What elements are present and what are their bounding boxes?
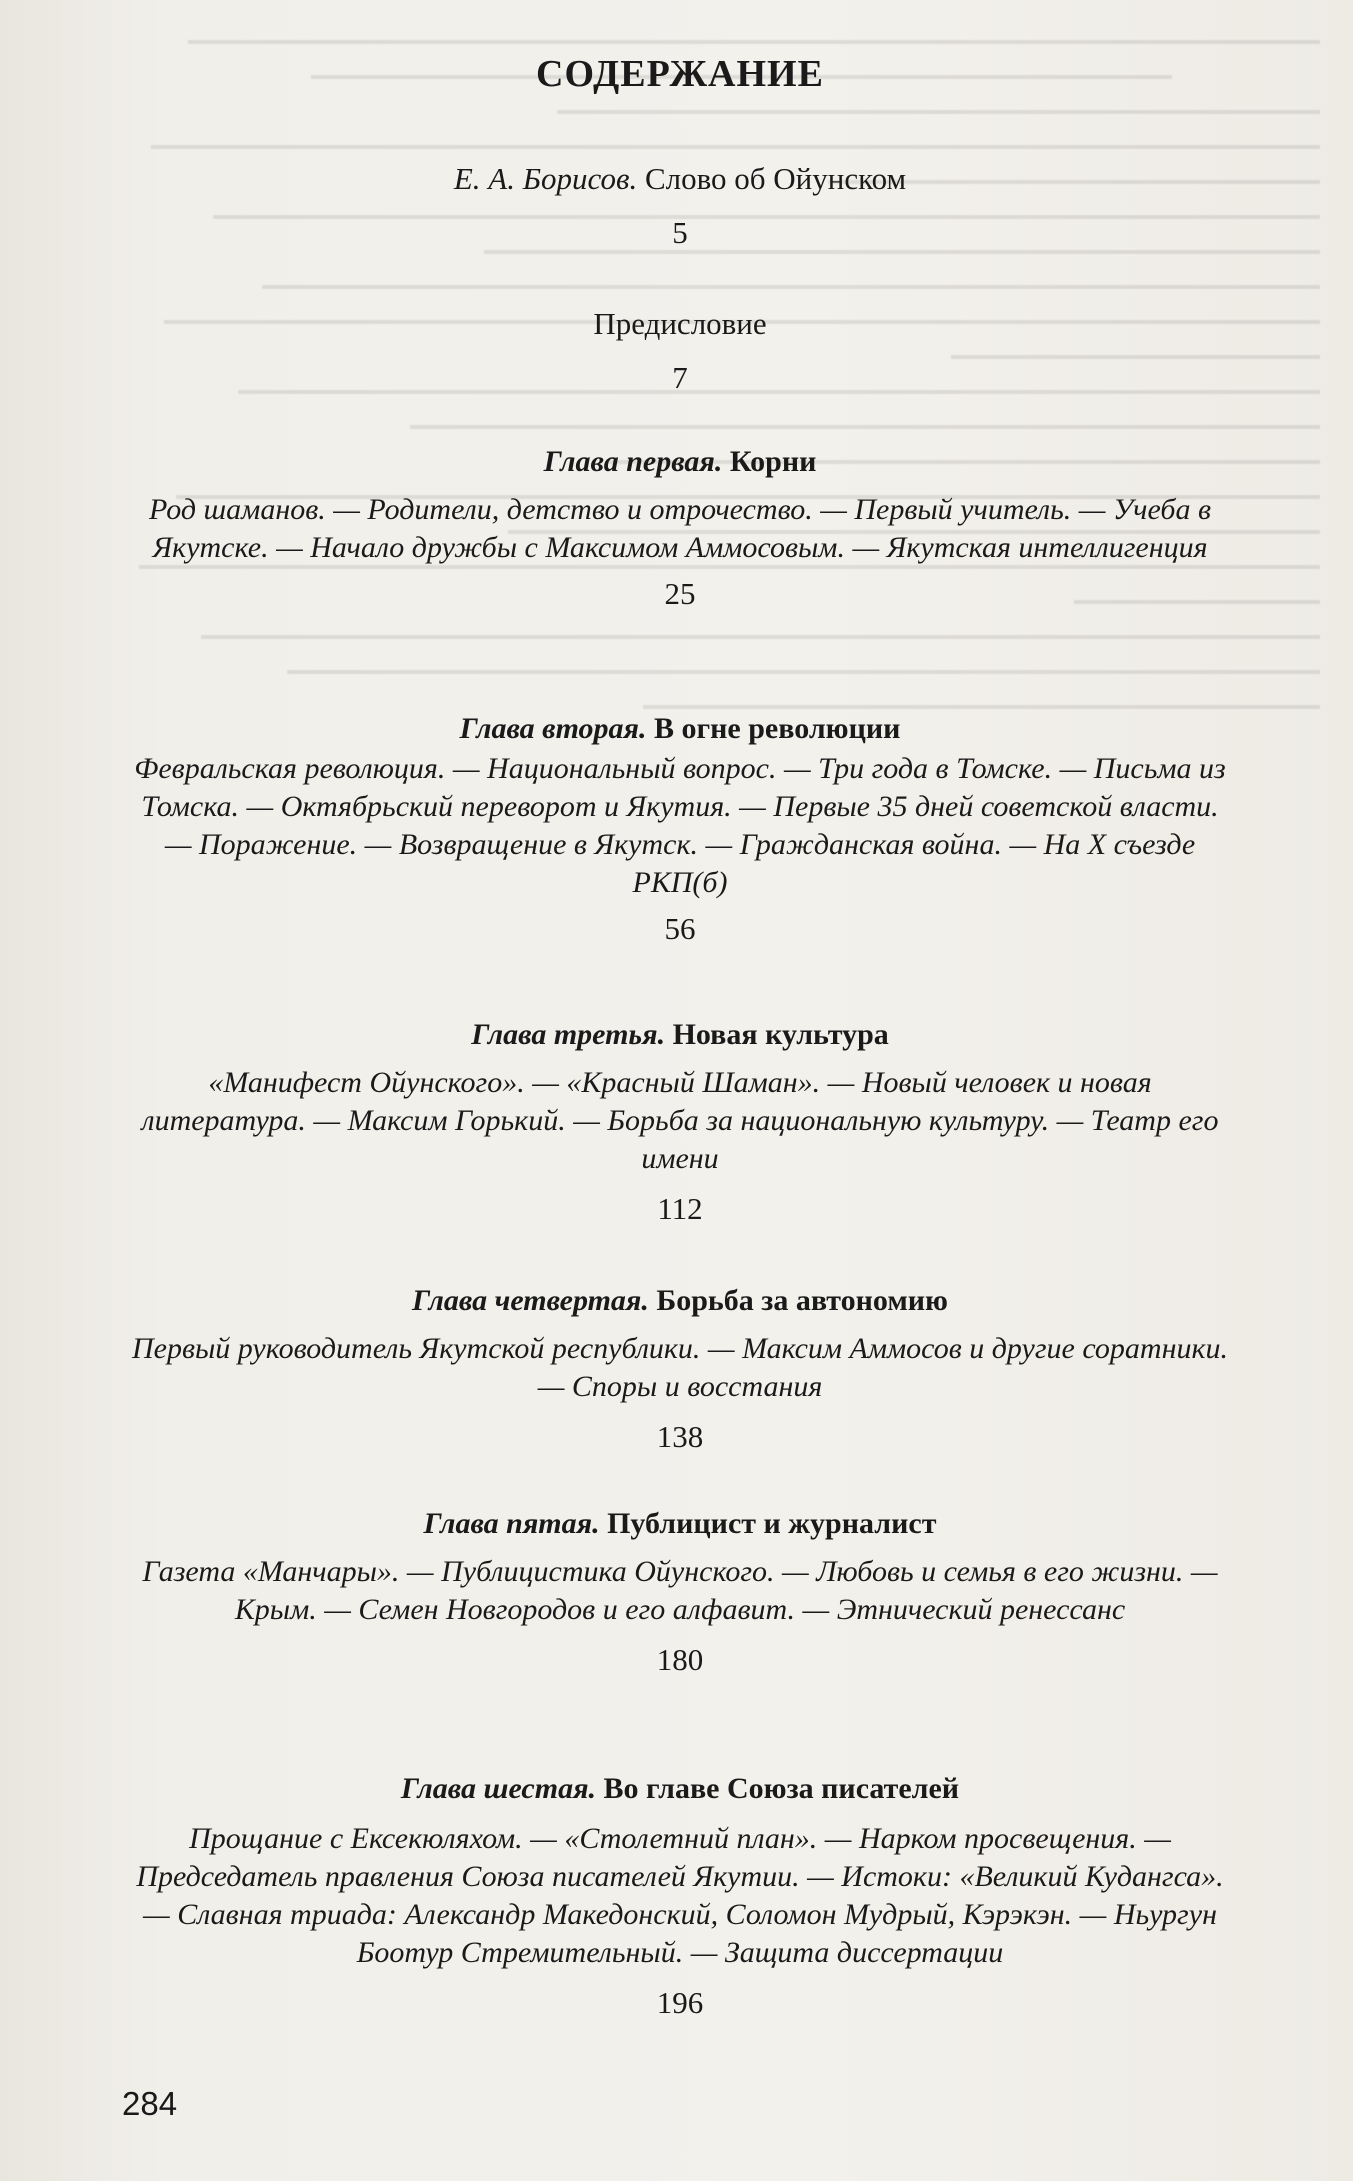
toc-chapter-2[interactable] — [120, 710, 1240, 948]
chapter-title: Публицист и журналист — [607, 1507, 937, 1540]
toc-entry-author: Е. А. Борисов. — [453, 161, 638, 196]
toc-page-number: 25 — [664, 576, 696, 611]
toc-chapter-5[interactable] — [120, 1505, 1240, 1679]
toc-page-number: 112 — [657, 1191, 703, 1226]
contents-title: СОДЕРЖАНИЕ — [536, 53, 824, 95]
toc-entry-title: Предисловие — [593, 306, 767, 341]
chapter-heading — [120, 710, 1240, 748]
chapter-description: Газета «Манчары». — Публицистика Ойунского. — Любовь и семья в его жизни. — Крым. — Семен Новгородов и его алфавит. — Этнический ренессанс — [142, 1555, 1218, 1626]
toc-page-number: 56 — [664, 911, 696, 946]
chapter-description: Первый руководитель Якутской республики. — Максим Аммосов и другие соратники. — Споры и восстания — [131, 1332, 1228, 1403]
chapter-description: «Манифест Ойунского». — «Красный Шаман». — Новый человек и новая литература. — Максим Горький. — Борьба за национальную культуру. — Театр его имени — [141, 1066, 1219, 1175]
page-folio-number: 284 — [122, 2085, 178, 2122]
toc-page-number: 196 — [656, 1985, 704, 2020]
chapter-heading — [120, 1505, 1240, 1543]
chapter-heading — [120, 1282, 1240, 1320]
chapter-title: В огне революции — [653, 712, 901, 745]
toc-entry-heading — [120, 160, 1240, 198]
chapter-title: Новая культура — [672, 1018, 889, 1051]
toc-entry-title: Слово об Ойунском — [644, 161, 907, 196]
toc-entry-preface[interactable] — [120, 305, 1240, 397]
chapter-number: Глава пятая. — [423, 1507, 600, 1540]
chapter-heading — [120, 443, 1240, 481]
toc-chapter-4[interactable] — [120, 1282, 1240, 1456]
chapter-heading — [120, 1770, 1240, 1808]
toc-page-number: 180 — [656, 1642, 704, 1677]
toc-chapter-3[interactable] — [120, 1016, 1240, 1228]
chapter-number: Глава первая. — [543, 445, 723, 478]
chapter-number: Глава шестая. — [400, 1772, 597, 1805]
toc-chapter-1[interactable] — [120, 443, 1240, 613]
chapter-description: Род шаманов. — Родители, детство и отрочество. — Первый учитель. — Учеба в Якутске. — Начало дружбы с Максимом Аммосовым. — Якутская интеллигенция — [149, 493, 1211, 564]
toc-entry-foreword-borisov[interactable] — [120, 160, 1240, 252]
toc-chapter-6[interactable] — [120, 1770, 1240, 2022]
chapter-title: Корни — [729, 445, 817, 478]
chapter-title: Во главе Союза писателей — [603, 1772, 960, 1805]
chapter-number: Глава вторая. — [459, 712, 647, 745]
chapter-number: Глава третья. — [471, 1018, 666, 1051]
toc-page-number: 7 — [672, 360, 688, 395]
chapter-title: Борьба за автономию — [656, 1284, 948, 1317]
chapter-description: Прощание с Ексекюляхом. — «Столетний план». — Нарком просвещения. — Председатель правления Союза писателей Якутии. — Истоки: «Великий Кудангса». — Славная триада: Александр Македонский, Соломон Мудрый, Кэрэкэн. — Ньургун Боотур Стремительный. — Защита диссертации — [136, 1822, 1224, 1969]
chapter-description: Февральская революция. — Национальный вопрос. — Три года в Томске. — Письма из Томска. — Октябрьский переворот и Якутия. — Первые 35 дней советской власти. — Поражение. — Возвращение в Якутск. — Гражданская война. — На X съезде РКП(б) — [134, 752, 1226, 899]
toc-page-number: 138 — [656, 1419, 704, 1454]
toc-page-number: 5 — [672, 215, 688, 250]
chapter-number: Глава четвертая. — [412, 1284, 649, 1317]
chapter-heading — [120, 1016, 1240, 1054]
